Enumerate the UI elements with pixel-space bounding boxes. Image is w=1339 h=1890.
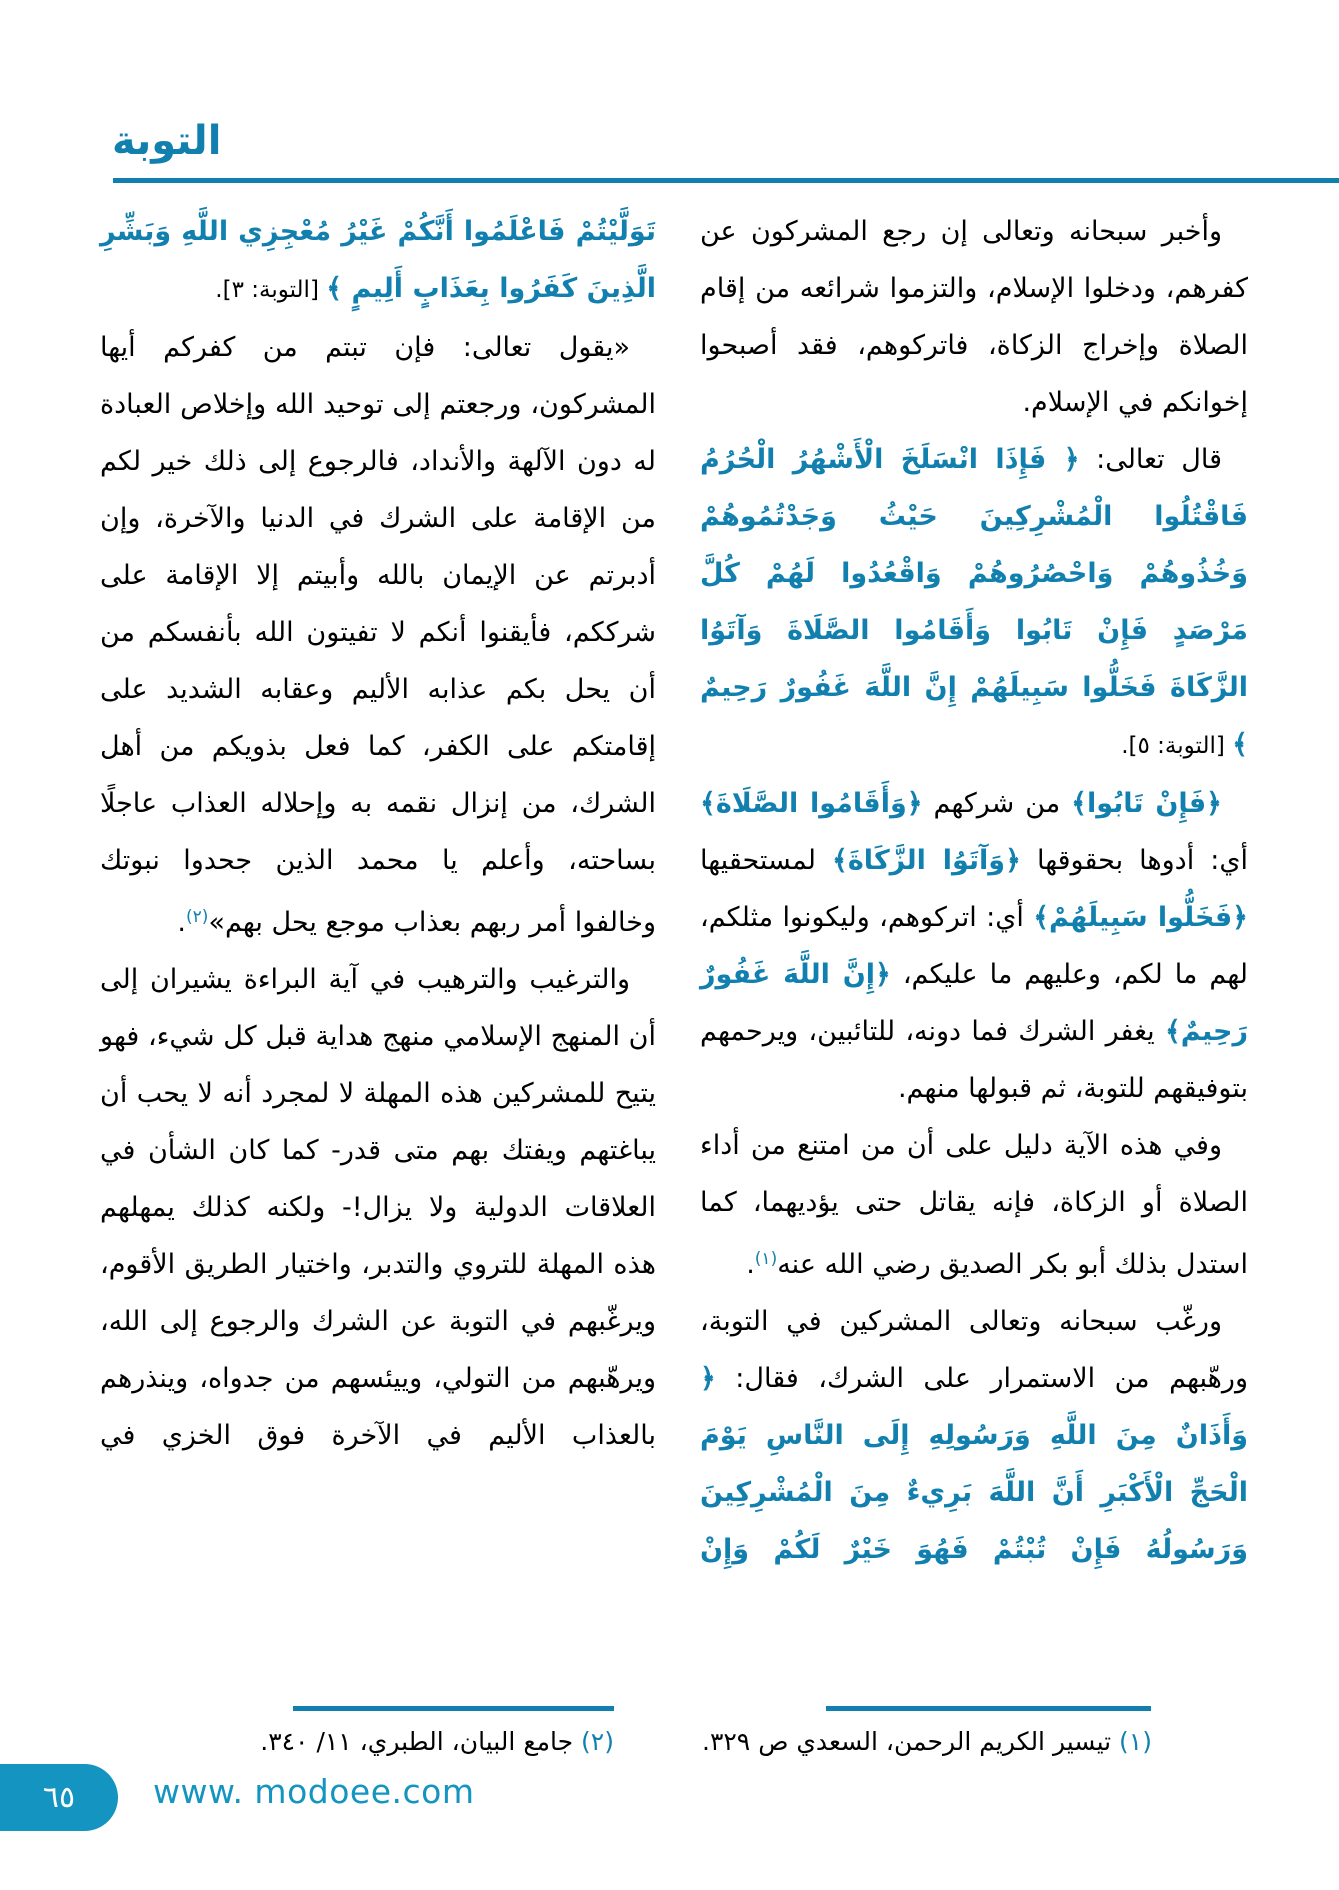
body-text: وفي هذه الآية دليل على أن من امتنع من أداء الصلاة أو الزكاة، فإنه يقاتل حتى يؤديهما، كما استدل بذلك أبو بكر الصديق رضي الله عنه <box>700 1130 1248 1280</box>
footnote-ref: (١) <box>754 1249 778 1269</box>
body-text: أي: أدوها بحقوقها <box>1020 845 1248 876</box>
body-text: ورغّب سبحانه وتعالى المشركين في التوبة، ورهّبهم من الاستمرار على الشرك، فقال: <box>700 1306 1248 1394</box>
footnote-separator <box>293 1706 614 1711</box>
surah-title: التوبة <box>112 118 222 164</box>
body-text: لمستحقيها <box>700 845 833 876</box>
body-text: من شركهم <box>922 788 1072 819</box>
site-url: www. modoee.com <box>153 1772 475 1811</box>
header-rule <box>113 178 1339 183</box>
quran-text: ﴿ فَإِذَا انْسَلَخَ الْأَشْهُرُ الْحُرُمُ فَاقْتُلُوا الْمُشْرِكِينَ حَيْثُ وَجَدْتُمُوهُمْ وَخُذُوهُمْ وَاحْصُرُوهُمْ وَاقْعُدُوا لَهُمْ كُلَّ مَرْصَدٍ فَإِنْ تَابُوا وَأَقَامُوا الصَّلَاةَ وَآتَوُا الزَّكَاةَ فَخَلُّوا سَبِيلَهُمْ إِنَّ اللَّهَ غَفُورٌ رَحِيمٌ ﴾ <box>700 444 1248 760</box>
page-number: ٦٥ <box>42 1780 76 1815</box>
footnote <box>660 1722 1152 1762</box>
footnote-text: تيسير الكريم الرحمن، السعدي ص ٣٢٩. <box>702 1727 1112 1756</box>
body-text: «يقول تعالى: فإن تبتم من كفركم أيها المشركون، ورجعتم إلى توحيد الله وإخلاص العبادة له دون الآلهة والأنداد، فالرجوع إلى ذلك خير لكم من الإقامة على الشرك في الدنيا والآخرة، وإن أدبرتم عن الإيمان بالله وأبيتم إلا الإقامة على شرككم، فأيقنوا أنكم لا تفيتون الله بأنفسكم من أن يحل بكم عذابه الأليم وعقابه الشديد على إقامتكم على الكفر، كما فعل بذويكم من أهل الشرك، من إنزال نقمه به وإحلاله العذاب عاجلًا بساحته، وأعلم يا محمد الذين جحدوا نبوتك وخالفوا أمر ربهم بعذاب موجع يحل بهم» <box>100 332 656 938</box>
quran-text: ﴿إِنَّ اللَّهَ غَفُورٌ رَحِيمٌ﴾ <box>700 959 1248 1047</box>
commentary-paragraph <box>700 1117 1248 1293</box>
footnote-number: (١) <box>1111 1727 1152 1756</box>
footnote-ref: (٢) <box>186 907 209 927</box>
quran-text: ﴿فَخَلُّوا سَبِيلَهُمْ﴾ <box>1033 902 1248 933</box>
quran-text: ﴿فَإِنْ تَابُوا﴾ <box>1071 788 1222 819</box>
footnote <box>130 1722 614 1762</box>
footnote-separator <box>826 1706 1151 1711</box>
body-text: أي: اتركوهم، وليكونوا مثلكم، لهم ما لكم، وعليهم ما عليكم، <box>700 902 1249 990</box>
body-text: قال تعالى: <box>1079 444 1222 475</box>
quran-text: ﴿وَآتَوُا الزَّكَاةَ﴾ <box>832 845 1021 876</box>
body-text: . <box>177 907 187 938</box>
body-text: وأخبر سبحانه وتعالى إن رجع المشركون عن كفرهم، ودخلوا الإسلام، والتزموا شرائعه من إقام الصلاة وإخراج الزكاة، فاتركوهم، فقد أصبحوا إخوانكم في الإسلام. <box>700 216 1248 418</box>
quran-text: ﴿ وَأَذَانٌ مِنَ اللَّهِ وَرَسُولِهِ إِلَى النَّاسِ يَوْمَ الْحَجِّ الْأَكْبَرِ أَنَّ اللَّهَ بَرِيءٌ مِنَ الْمُشْرِكِينَ وَرَسُولُهُ فَإِنْ تُبْتُمْ فَهُوَ خَيْرٌ لَكُمْ وَإِنْ <box>700 1363 1248 1565</box>
tafsir-quote-paragraph <box>100 319 656 951</box>
quran-verse-paragraph <box>700 1293 1248 1578</box>
verse-commentary-paragraph <box>700 775 1248 1117</box>
right-column <box>700 203 1248 1578</box>
footnote-number: (٢) <box>573 1727 614 1756</box>
quran-verse-continuation <box>100 203 656 319</box>
footnote-text: جامع البيان، الطبري، ١١/ ٣٤٠. <box>260 1727 574 1756</box>
body-text: والترغيب والترهيب في آية البراءة يشيران إلى أن المنهج الإسلامي منهج هداية قبل كل شيء، فهو يتيح للمشركين هذه المهلة لا لمجرد أنه لا يحب أن يباغتهم ويفتك بهم متى قدر- كما كان الشأن في العلاقات الدولية ولا يزال!- ولكنه كذلك يمهلهم هذه المهلة للتروي والتدبر، واختيار الطريق الأقوم، ويرغّبهم في التوبة عن الشرك والرجوع إلى الله، ويرهّبهم من التولي، وييئسهم من جدواه، وينذرهم بالعذاب الأليم في الآخرة فوق الخزي في <box>100 964 656 1451</box>
quran-text: تَوَلَّيْتُمْ فَاعْلَمُوا أَنَّكُمْ غَيْرُ مُعْجِزِي اللَّهِ وَبَشِّرِ الَّذِينَ كَفَرُوا بِعَذَابٍ أَلِيمٍ ﴾ <box>100 216 656 304</box>
verse-reference: [التوبة: ٣]. <box>215 277 327 303</box>
page-number-badge <box>0 1764 118 1831</box>
verse-reference: [التوبة: ٥]. <box>1121 733 1233 759</box>
running-header <box>112 118 221 164</box>
quran-text: ﴿وَأَقَامُوا الصَّلَاةَ﴾ <box>700 788 923 819</box>
left-column <box>100 203 656 1464</box>
quran-verse-paragraph <box>700 431 1248 775</box>
commentary-paragraph <box>700 203 1248 431</box>
commentary-paragraph <box>100 951 656 1464</box>
body-text: . <box>746 1249 755 1280</box>
body-text: يغفر الشرك فما دونه، للتائبين، ويرحمهم بتوفيقهم للتوبة، ثم قبولها منهم. <box>700 1016 1248 1104</box>
